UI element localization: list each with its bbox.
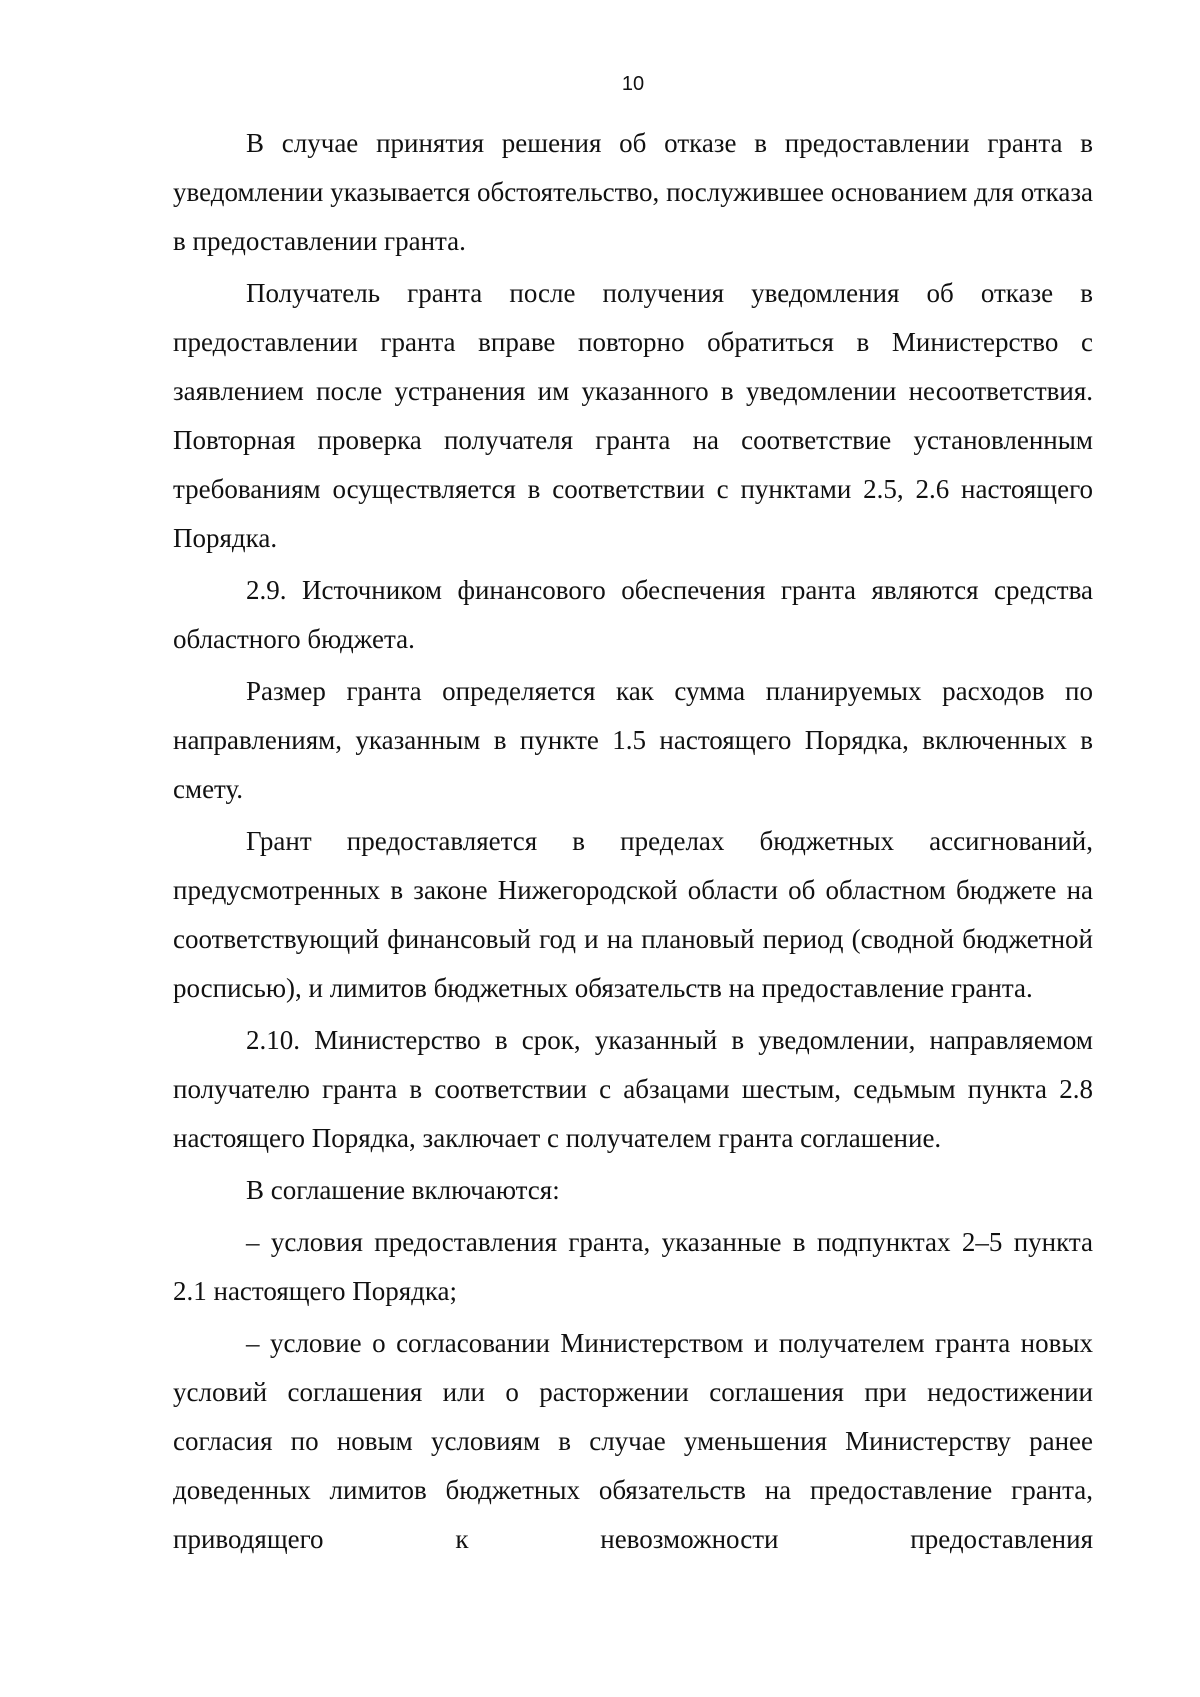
- document-body: [173, 119, 1093, 1567]
- paragraph-repeat-application: Получатель гранта после получения уведомления об отказе в предоставлении гранта вправе повторно обратиться в Министерство с заявлением после устранения им указанного в уведомлении несоответствия. Повторная проверка получателя гранта на соответствие установленным требованиям осуществляется в соответствии с пунктами 2.5, 2.6 настоящего Порядка.: [173, 278, 1093, 553]
- paragraph-grant-size: Размер гранта определяется как сумма планируемых расходов по направлениям, указанным в пункте 1.5 настоящего Порядка, включенных в смету.: [173, 676, 1093, 804]
- list-item-new-conditions: – условие о согласовании Министерством и получателем гранта новых условий соглашения или о расторжении соглашения при недостижении согласия по новым условиям в случае уменьшения Министерству ранее доведенных лимитов бюджетных обязательств на предоставление гранта, приводящего к невозможности предоставления: [173, 1328, 1093, 1554]
- list-item-grant-conditions: – условия предоставления гранта, указанные в подпунктах 2–5 пункта 2.1 настоящего Порядка;: [173, 1227, 1093, 1306]
- paragraph-2-10-agreement: 2.10. Министерство в срок, указанный в уведомлении, направляемом получателю гранта в соответствии с абзацами шестым, седьмым пункта 2.8 настоящего Порядка, заключает с получателем гранта соглашение.: [173, 1025, 1093, 1153]
- paragraph-agreement-includes: В соглашение включаются:: [246, 1175, 560, 1205]
- paragraph-budget-limits: Грант предоставляется в пределах бюджетных ассигнований, предусмотренных в законе Нижегородской области об областном бюджете на соответствующий финансовый год и на плановый период (сводной бюджетной росписью), и лимитов бюджетных обязательств на предоставление гранта.: [173, 826, 1093, 1003]
- page-number: 10: [621, 73, 645, 95]
- paragraph-2-9-funding-source: 2.9. Источником финансового обеспечения гранта являются средства областного бюджета.: [173, 575, 1093, 654]
- paragraph-refusal-notice: В случае принятия решения об отказе в предоставлении гранта в уведомлении указывается обстоятельство, послужившее основанием для отказа в предоставлении гранта.: [173, 128, 1093, 256]
